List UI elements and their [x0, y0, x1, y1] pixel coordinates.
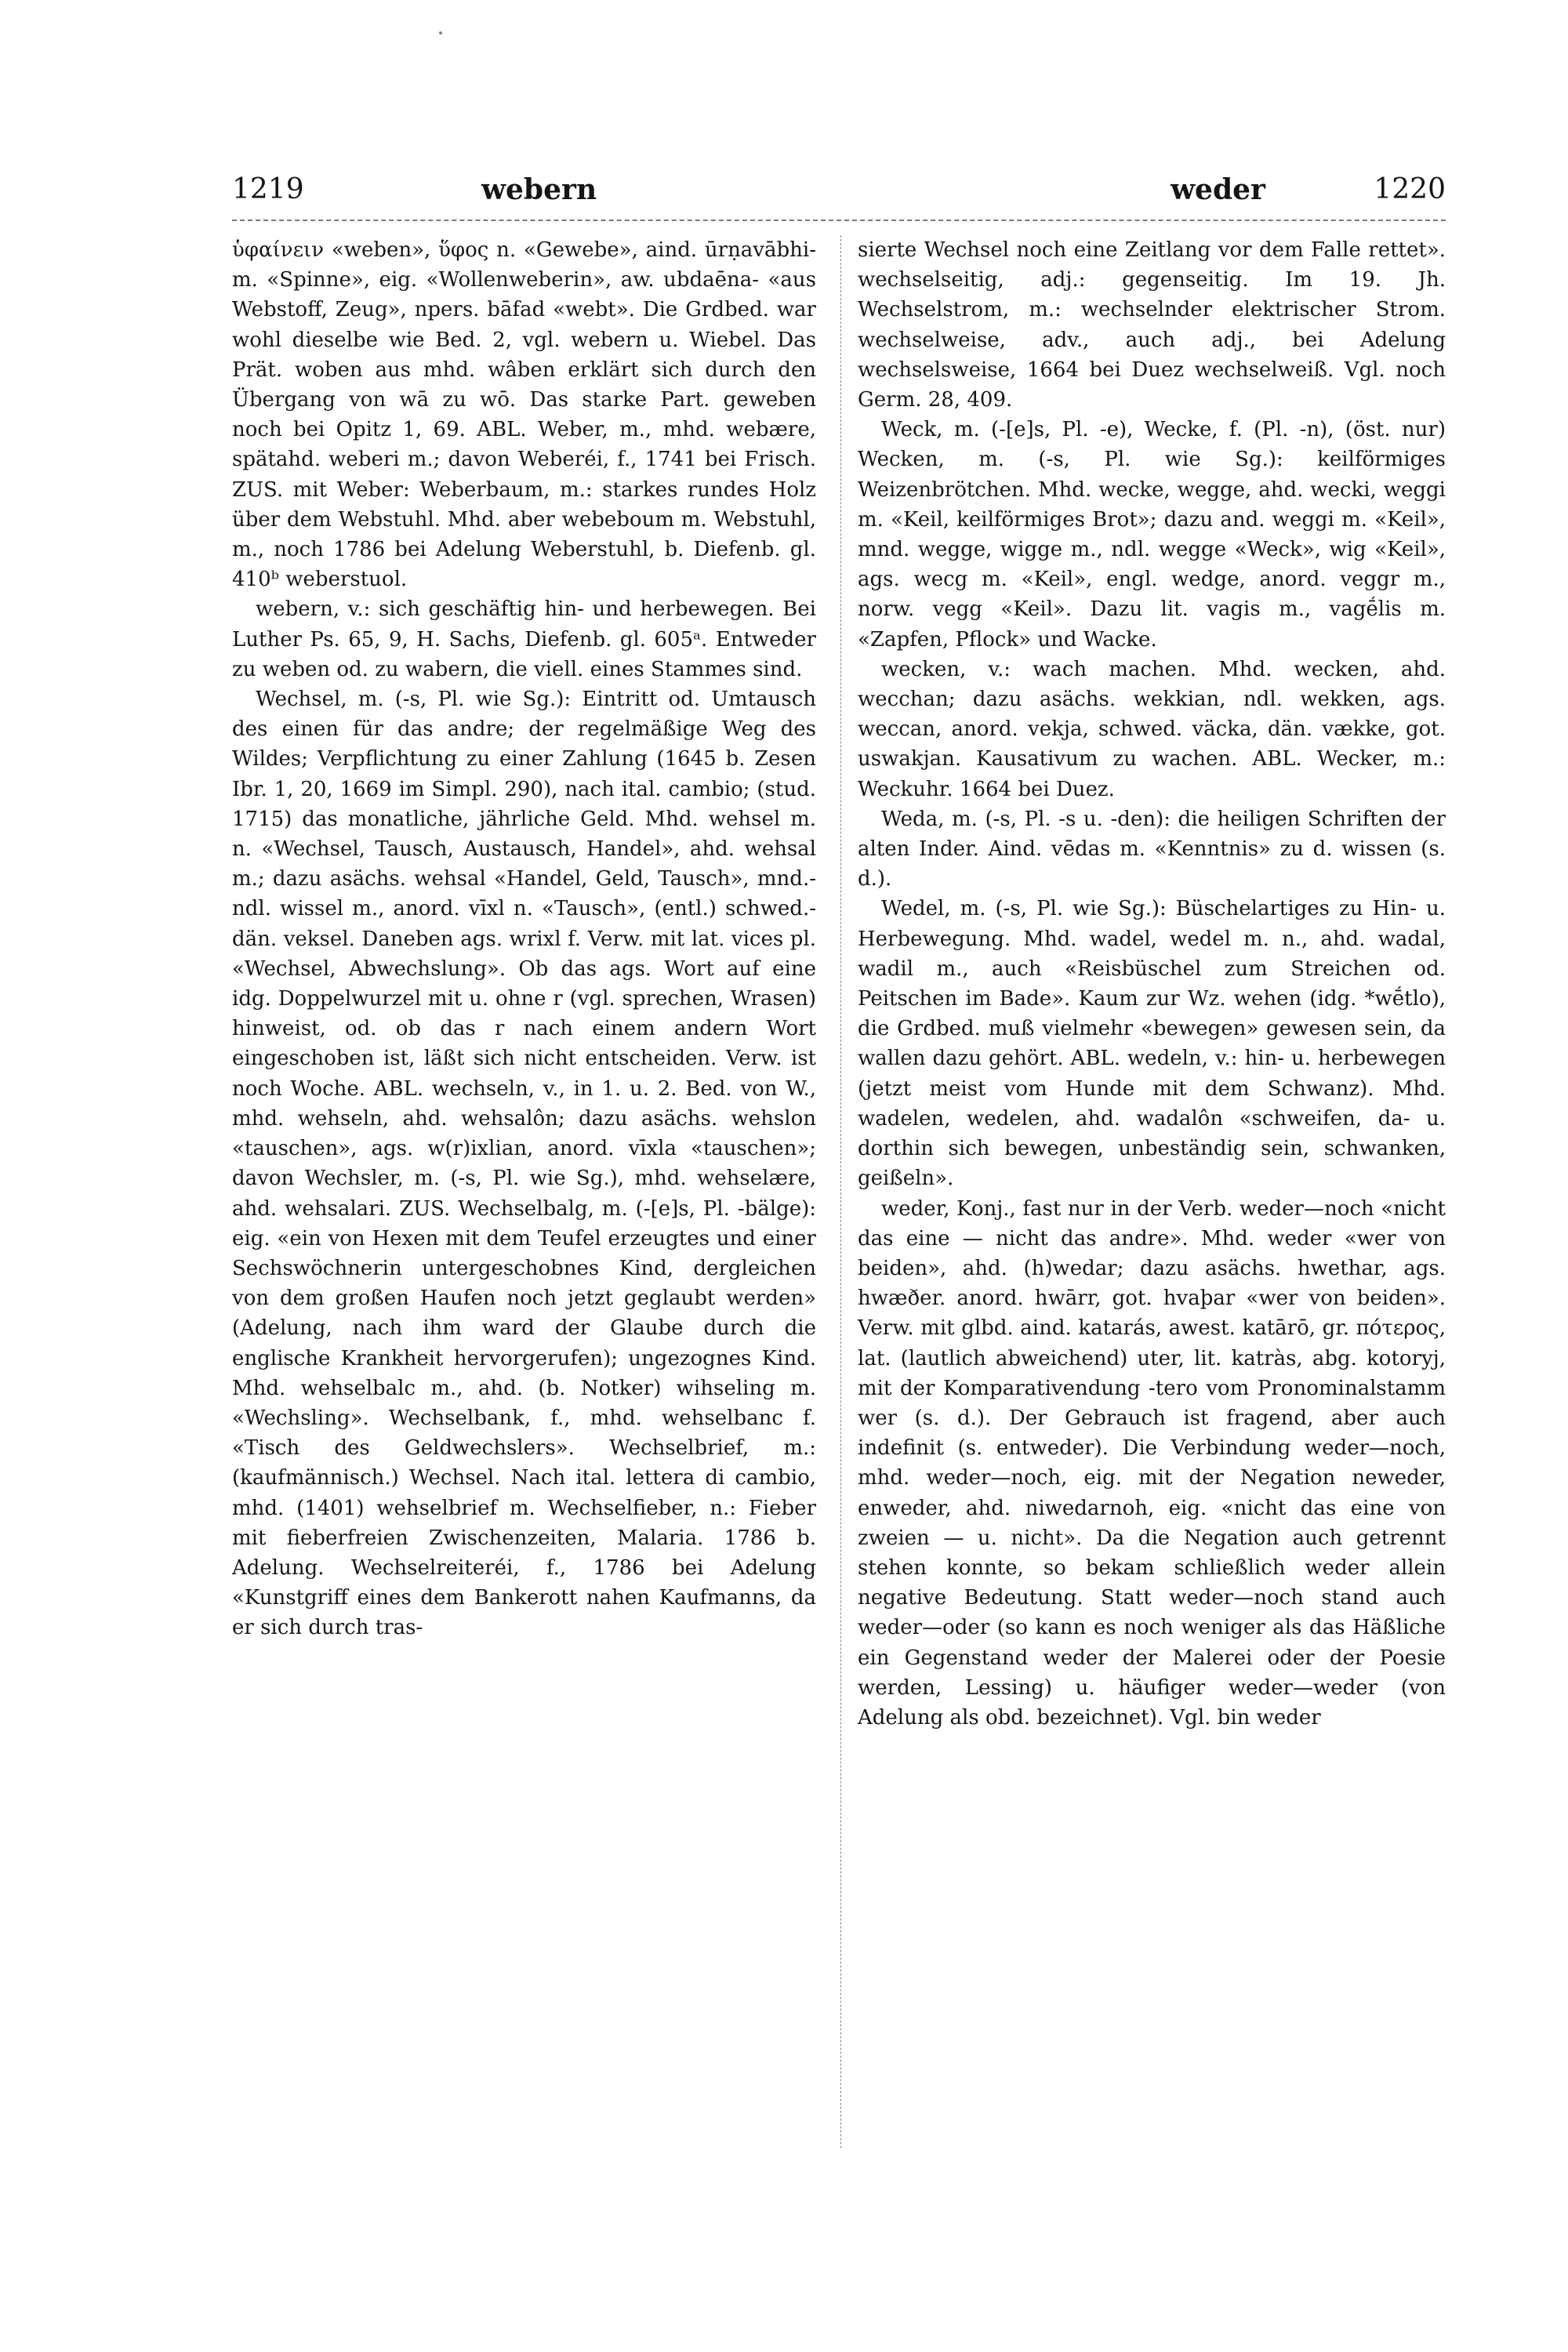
page-header: [232, 166, 1446, 213]
entry-webern: webern, v.: sich geschäftig hin- und herbewegen. Bei Luther Ps. 65, 9, H. Sachs, Diefenb. gl. 605ᵃ. Entweder zu weben od. zu wabern, die viell. eines Stammes sind.: [232, 597, 816, 681]
running-head-right: weder: [1171, 173, 1265, 206]
header-rule: [232, 220, 1446, 221]
page-number-right: 1220: [1374, 173, 1446, 205]
entry-weda: Weda, m. (-s, Pl. -s u. -den): die heiligen Schriften der alten Inder. Aind. vēdas m. «Kenntnis» zu d. wissen (s. d.).: [858, 807, 1446, 891]
entry-wechsel-continued: sierte Wechsel noch eine Zeitlang vor dem Falle rettet». wechselseitig, adj.: gegenseitig. Im 19. Jh. Wechselstrom, m.: wechselnder elektrischer Strom. wechselweise, adv., auch adj., bei Adelung wechselsweise, 1664 bei Duez wechselweiß. Vgl. noch Germ. 28, 409.: [858, 238, 1446, 412]
entry-weben-continued: ὑφαίνειν «weben», ὕφος n. «Gewebe», aind. ūrṇavābhi- m. «Spinne», eig. «Wollenweberin», aw. ubdaēna- «aus Webstoff, Zeug», npers. bāfad «webt». Die Grdbed. war wohl dieselbe wie Bed. 2, vgl. webern u. Wiebel. Das Prät. woben aus mhd. wâben erklärt sich durch den Übergang von wā zu wō. Das starke Part. geweben noch bei Opitz 1, 69. ABL. Weber, m., mhd. webære, spätahd. weberi m.; davon Weberéi, f., 1741 bei Frisch. ZUS. mit Weber: Weberbaum, m.: starkes rundes Holz über dem Webstuhl. Mhd. aber webeboum m. Webstuhl, m., noch 1786 bei Adelung Weberstuhl, b. Diefenb. gl. 410ᵇ weberstuol.: [232, 238, 816, 592]
running-head-left: webern: [481, 173, 597, 206]
entry-wechsel: Wechsel, m. (-s, Pl. wie Sg.): Eintritt od. Umtausch des einen für das andre; der regelmäßige Weg des Wildes; Verpflichtung zu einer Zahlung (1645 b. Zesen Ibr. 1, 20, 1669 im Simpl. 290), nach ital. cambio; (stud. 1715) das monatliche, jährliche Geld. Mhd. wehsel m. n. «Wechsel, Tausch, Austausch, Handel», ahd. wehsal m.; dazu asächs. wehsal «Handel, Geld, Tausch», mnd.-ndl. wissel m., anord. vīxl n. «Tausch», (entl.) schwed.-dän. veksel. Daneben ags. wrixl f. Verw. mit lat. vices pl. «Wechsel, Abwechslung». Ob das ags. Wort auf eine idg. Doppelwurzel mit u. ohne r (vgl. sprechen, Wrasen) hinweist, od. ob das r nach einem andern Wort eingeschoben ist, läßt sich nicht entscheiden. Verw. ist noch Woche. ABL. wechseln, v., in 1. u. 2. Bed. von W., mhd. wehseln, ahd. wehsalôn; dazu asächs. wehslon «tauschen», ags. w(r)ixlian, anord. vīxla «tauschen»; davon Wechsler, m. (-s, Pl. wie Sg.), mhd. wehselære, ahd. wehsalari. ZUS. Wechselbalg, m. (-[e]s, Pl. -bälge): eig. «ein von Hexen mit dem Teufel erzeugtes und einer Sechswöchnerin untergeschobnes Kind, dergleichen von dem großen Haufen noch jetzt geglaubt werden» (Adelung, nach ihm ward der Glaube durch die englische Krankheit hervorgerufen); ungezognes Kind. Mhd. wehselbalc m., ahd. (b. Notker) wihseling m. «Wechsling». Wechselbank, f., mhd. wehselbanc f. «Tisch des Geldwechslers». Wechselbrief, m.: (kaufmännisch.) Wechsel. Nach ital. lettera di cambio, mhd. (1401) wehselbrief m. Wechselfieber, n.: Fieber mit fieberfreien Zwischenzeiten, Malaria. 1786 b. Adelung. Wechselreiteréi, f., 1786 bei Adelung «Kunstgriff eines dem Bankerott nahen Kaufmanns, da er sich durch tras-: [232, 688, 816, 1640]
column-divider: [840, 235, 841, 2148]
page-number-left: 1219: [232, 173, 304, 205]
entry-wedel: Wedel, m. (-s, Pl. wie Sg.): Büschelartiges zu Hin- u. Herbewegung. Mhd. wadel, wedel m. n., ahd. wadal, wadil m., auch «Reisbüschel zum Streichen od. Peitschen im Bade». Kaum zur Wz. wehen (idg. *wḗtlo), die Grdbed. muß vielmehr «bewegen» gewesen sein, da wallen dazu gehört. ABL. wedeln, v.: hin- u. herbewegen (jetzt meist vom Hunde mit dem Schwanz). Mhd. wadelen, wedelen, ahd. wadalôn «schweifen, da- u. dorthin sich bewegen, unbeständig sein, schwanken, geißeln».: [858, 897, 1446, 1191]
entry-weder: weder, Konj., fast nur in der Verb. weder—noch «nicht das eine — nicht das andre». Mhd. weder «wer von beiden», ahd. (h)wedar; dazu asächs. hwethar, ags. hwæðer. anord. hwārr, got. hvaþar «wer von beiden». Verw. mit glbd. aind. katarás, awest. katārō, gr. πότερος, lat. (lautlich abweichend) uter, lit. katràs, abg. kotoryj, mit der Komparativendung -tero vom Pronominalstamm wer (s. d.). Der Gebrauch ist fragend, aber auch indefinit (s. entweder). Die Verbindung weder—noch, mhd. weder—noch, eig. mit der Negation neweder, enweder, ahd. niwedarnoh, eig. «nicht das eine von zweien — u. nicht». Da die Negation auch getrennt stehen konnte, so bekam schließlich weder allein negative Bedeutung. Statt weder—noch stand auch weder—oder (so kann es noch weniger als das Häßliche ein Gegenstand weder der Malerei oder der Poesie werden, Lessing) u. häufiger weder—weder (von Adelung als obd. bezeichnet). Vgl. bin weder: [858, 1196, 1446, 1730]
entry-weck: Weck, m. (-[e]s, Pl. -e), Wecke, f. (Pl. -n), (öst. nur) Wecken, m. (-s, Pl. wie Sg.): keilförmiges Weizenbrötchen. Mhd. wecke, wegge, ahd. wecki, weggi m. «Keil, keilförmiges Brot»; dazu and. weggi m. «Keil», mnd. wegge, wigge m., ndl. wegge «Weck», wig «Keil», ags. wecg m. «Keil», engl. wedge, anord. veggr m., norw. vegg «Keil». Dazu lit. vagis m., vagḗlis m. «Zapfen, Pflock» und Wacke.: [858, 418, 1446, 652]
left-column: [232, 235, 816, 1643]
right-column: [858, 235, 1446, 1733]
page-speck: [439, 31, 442, 34]
entry-wecken: wecken, v.: wach machen. Mhd. wecken, ahd. wecchan; dazu asächs. wekkian, ndl. wekken, ags. weccan, anord. vekja, schwed. väcka, dän. vække, got. uswakjan. Kausativum zu wachen. ABL. Wecker, m.: Weckuhr. 1664 bei Duez.: [858, 657, 1446, 801]
